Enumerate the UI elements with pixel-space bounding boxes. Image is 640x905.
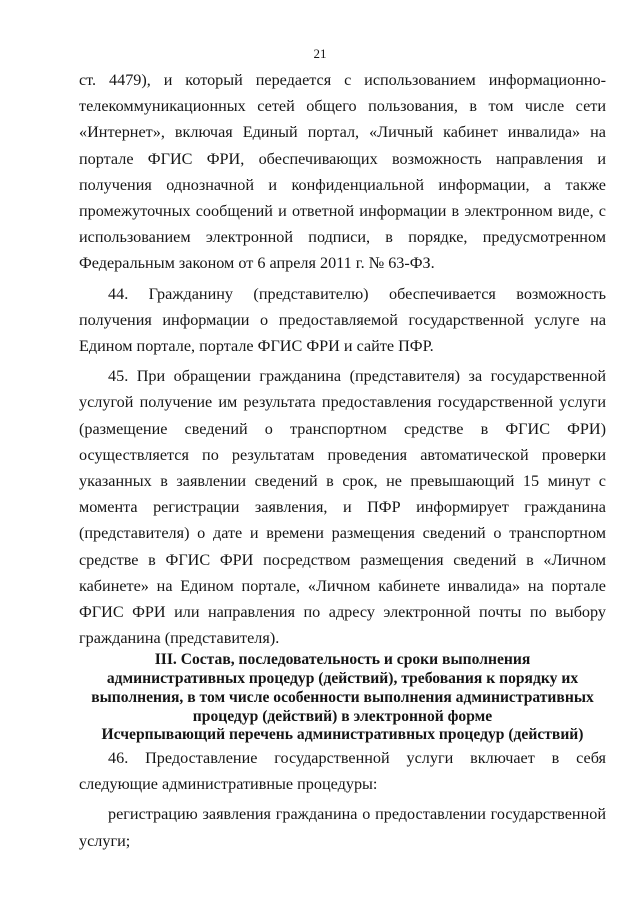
document-body bbox=[79, 67, 606, 854]
paragraph-continuation: ст. 4479), и который передается с использованием информационно-телекоммуникационных сетей общего пользования, в том числе сети «Интернет», включая Единый портал, «Личный кабинет инвалида» на портале ФГИС ФРИ, обеспечивающих возможность направления и получения однозначной и конфиденциальной информации, а также промежуточных сообщений и ответной информации в электронном виде, с использованием электронной подписи, в порядке, предусмотренном Федеральным законом от 6 апреля 2011 г. № 63-ФЗ. bbox=[79, 71, 606, 273]
paragraph-46: 46. Предоставление государственной услуги включает в себя следующие административные процедуры: bbox=[79, 748, 606, 794]
paragraph-44: 44. Гражданину (представителю) обеспечивается возможность получения информации о предоставляемой государственной услуге на Едином портале, портале ФГИС ФРИ и сайте ПФР. bbox=[79, 284, 606, 356]
section-heading: III. Состав, последовательность и сроки выполнения административных процедур (действий), требования к порядку их выполнения, в том числе особенности выполнения административных процедур (действий) в электронной форме bbox=[91, 651, 594, 725]
list-item-registration: регистрацию заявления гражданина о предоставлении государственной услуги; bbox=[79, 805, 606, 850]
paragraph-45: 45. При обращении гражданина (представителя) за государственной услугой получение им результата предоставления государственной услуги (размещение сведений о транспортном средстве в ФГИС ФРИ) осуществляется по результатам проведения автоматической проверки указанных в заявлении сведений в срок, не превышающий 15 минут с момента регистрации заявления, и ПФР информирует гражданина (представителя) о дате и времени размещения сведений о транспортном средстве в ФГИС ФРИ посредством размещения сведений в «Личном кабинете» на Едином портале, «Личном кабинете инвалида» на портале ФГИС ФРИ или направления по адресу электронной почты по выбору гражданина (представителя). bbox=[79, 367, 606, 648]
subsection-heading: Исчерпывающий перечень административных процедур (действий) bbox=[101, 726, 584, 744]
page-number: 21 bbox=[313, 46, 327, 61]
